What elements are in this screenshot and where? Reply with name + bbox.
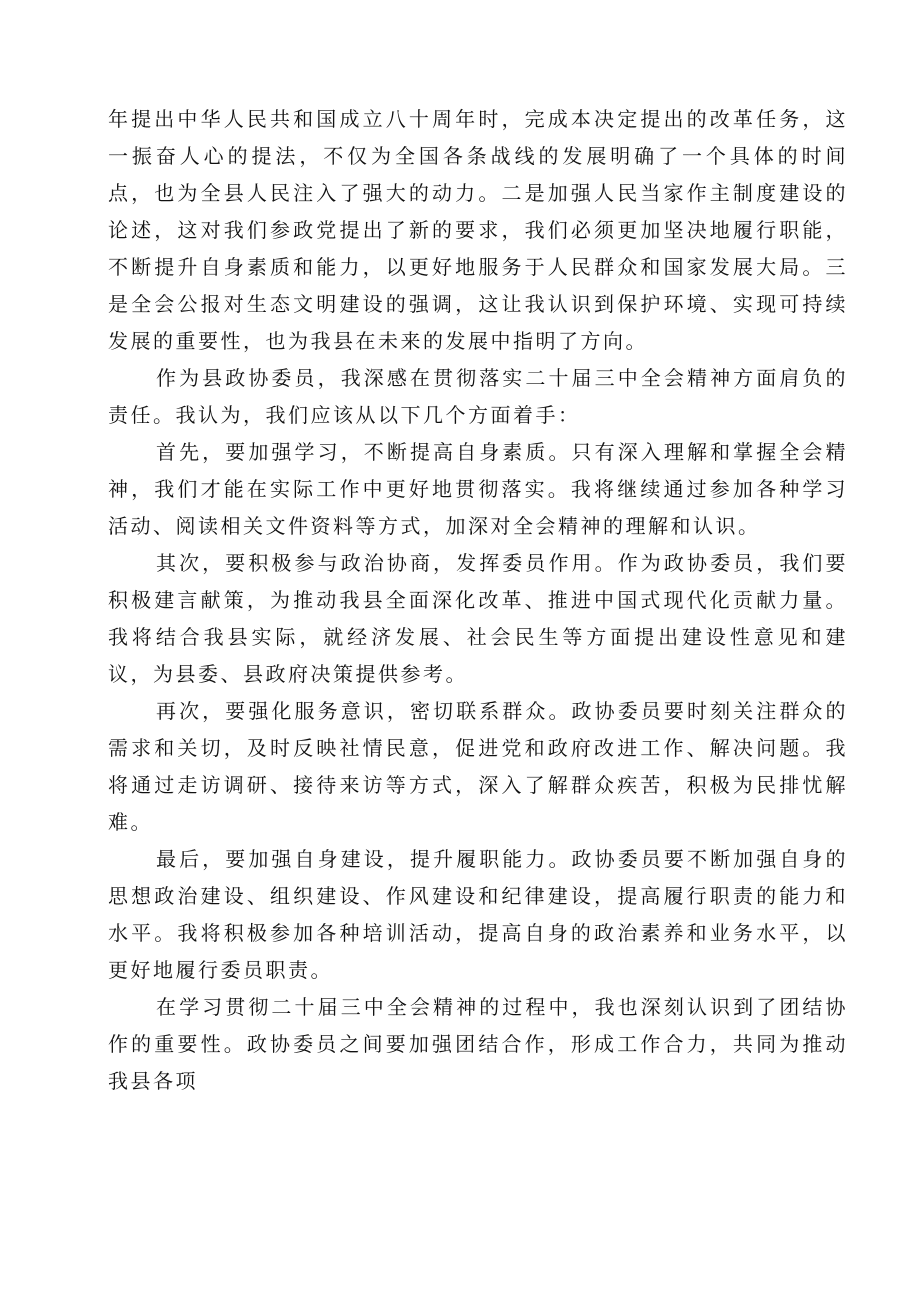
paragraph-responsibility: 作为县政协委员，我深感在贯彻落实二十届三中全会精神方面肩负的责任。我认为，我们应该从以下几个方面着手： bbox=[108, 366, 848, 427]
paragraph-study: 首先，要加强学习，不断提高自身素质。只有深入理解和掌握全会精神，我们才能在实际工作中更好地贯彻落实。我将继续通过参加各种学习活动、阅读相关文件资料等方式，加深对全会精神的理解和认识。 bbox=[108, 440, 848, 538]
paragraph-self-building: 最后，要加强自身建设，提升履职能力。政协委员要不断加强自身的思想政治建设、组织建设、作风建设和纪律建设，提高履行职责的能力和水平。我将积极参加各种培训活动，提高自身的政治素养和业务水平，以更好地履行委员职责。 bbox=[108, 847, 848, 982]
paragraph-consultation: 其次，要积极参与政治协商，发挥委员作用。作为政协委员，我们要积极建言献策，为推动我县全面深化改革、推进中国式现代化贡献力量。我将结合我县实际，就经济发展、社会民生等方面提出建设性意见和建议，为县委、县政府决策提供参考。 bbox=[108, 551, 848, 686]
document-page bbox=[108, 101, 848, 1100]
paragraph-service: 再次，要强化服务意识，密切联系群众。政协委员要时刻关注群众的需求和关切，及时反映社情民意，促进党和政府改进工作、解决问题。我将通过走访调研、接待来访等方式，深入了解群众疾苦，积极为民排忧解难。 bbox=[108, 699, 848, 834]
paragraph-continuation: 年提出中华人民共和国成立八十周年时，完成本决定提出的改革任务，这一振奋人心的提法，不仅为全国各条战线的发展明确了一个具体的时间点，也为全县人民注入了强大的动力。二是加强人民当家作主制度建设的论述，这对我们参政党提出了新的要求，我们必须更加坚决地履行职能，不断提升自身素质和能力，以更好地服务于人民群众和国家发展大局。三是全会公报对生态文明建设的强调，这让我认识到保护环境、实现可持续发展的重要性，也为我县在未来的发展中指明了方向。 bbox=[108, 107, 848, 353]
paragraph-unity: 在学习贯彻二十届三中全会精神的过程中，我也深刻认识到了团结协作的重要性。政协委员之间要加强团结合作，形成工作合力，共同为推动我县各项 bbox=[108, 995, 848, 1093]
